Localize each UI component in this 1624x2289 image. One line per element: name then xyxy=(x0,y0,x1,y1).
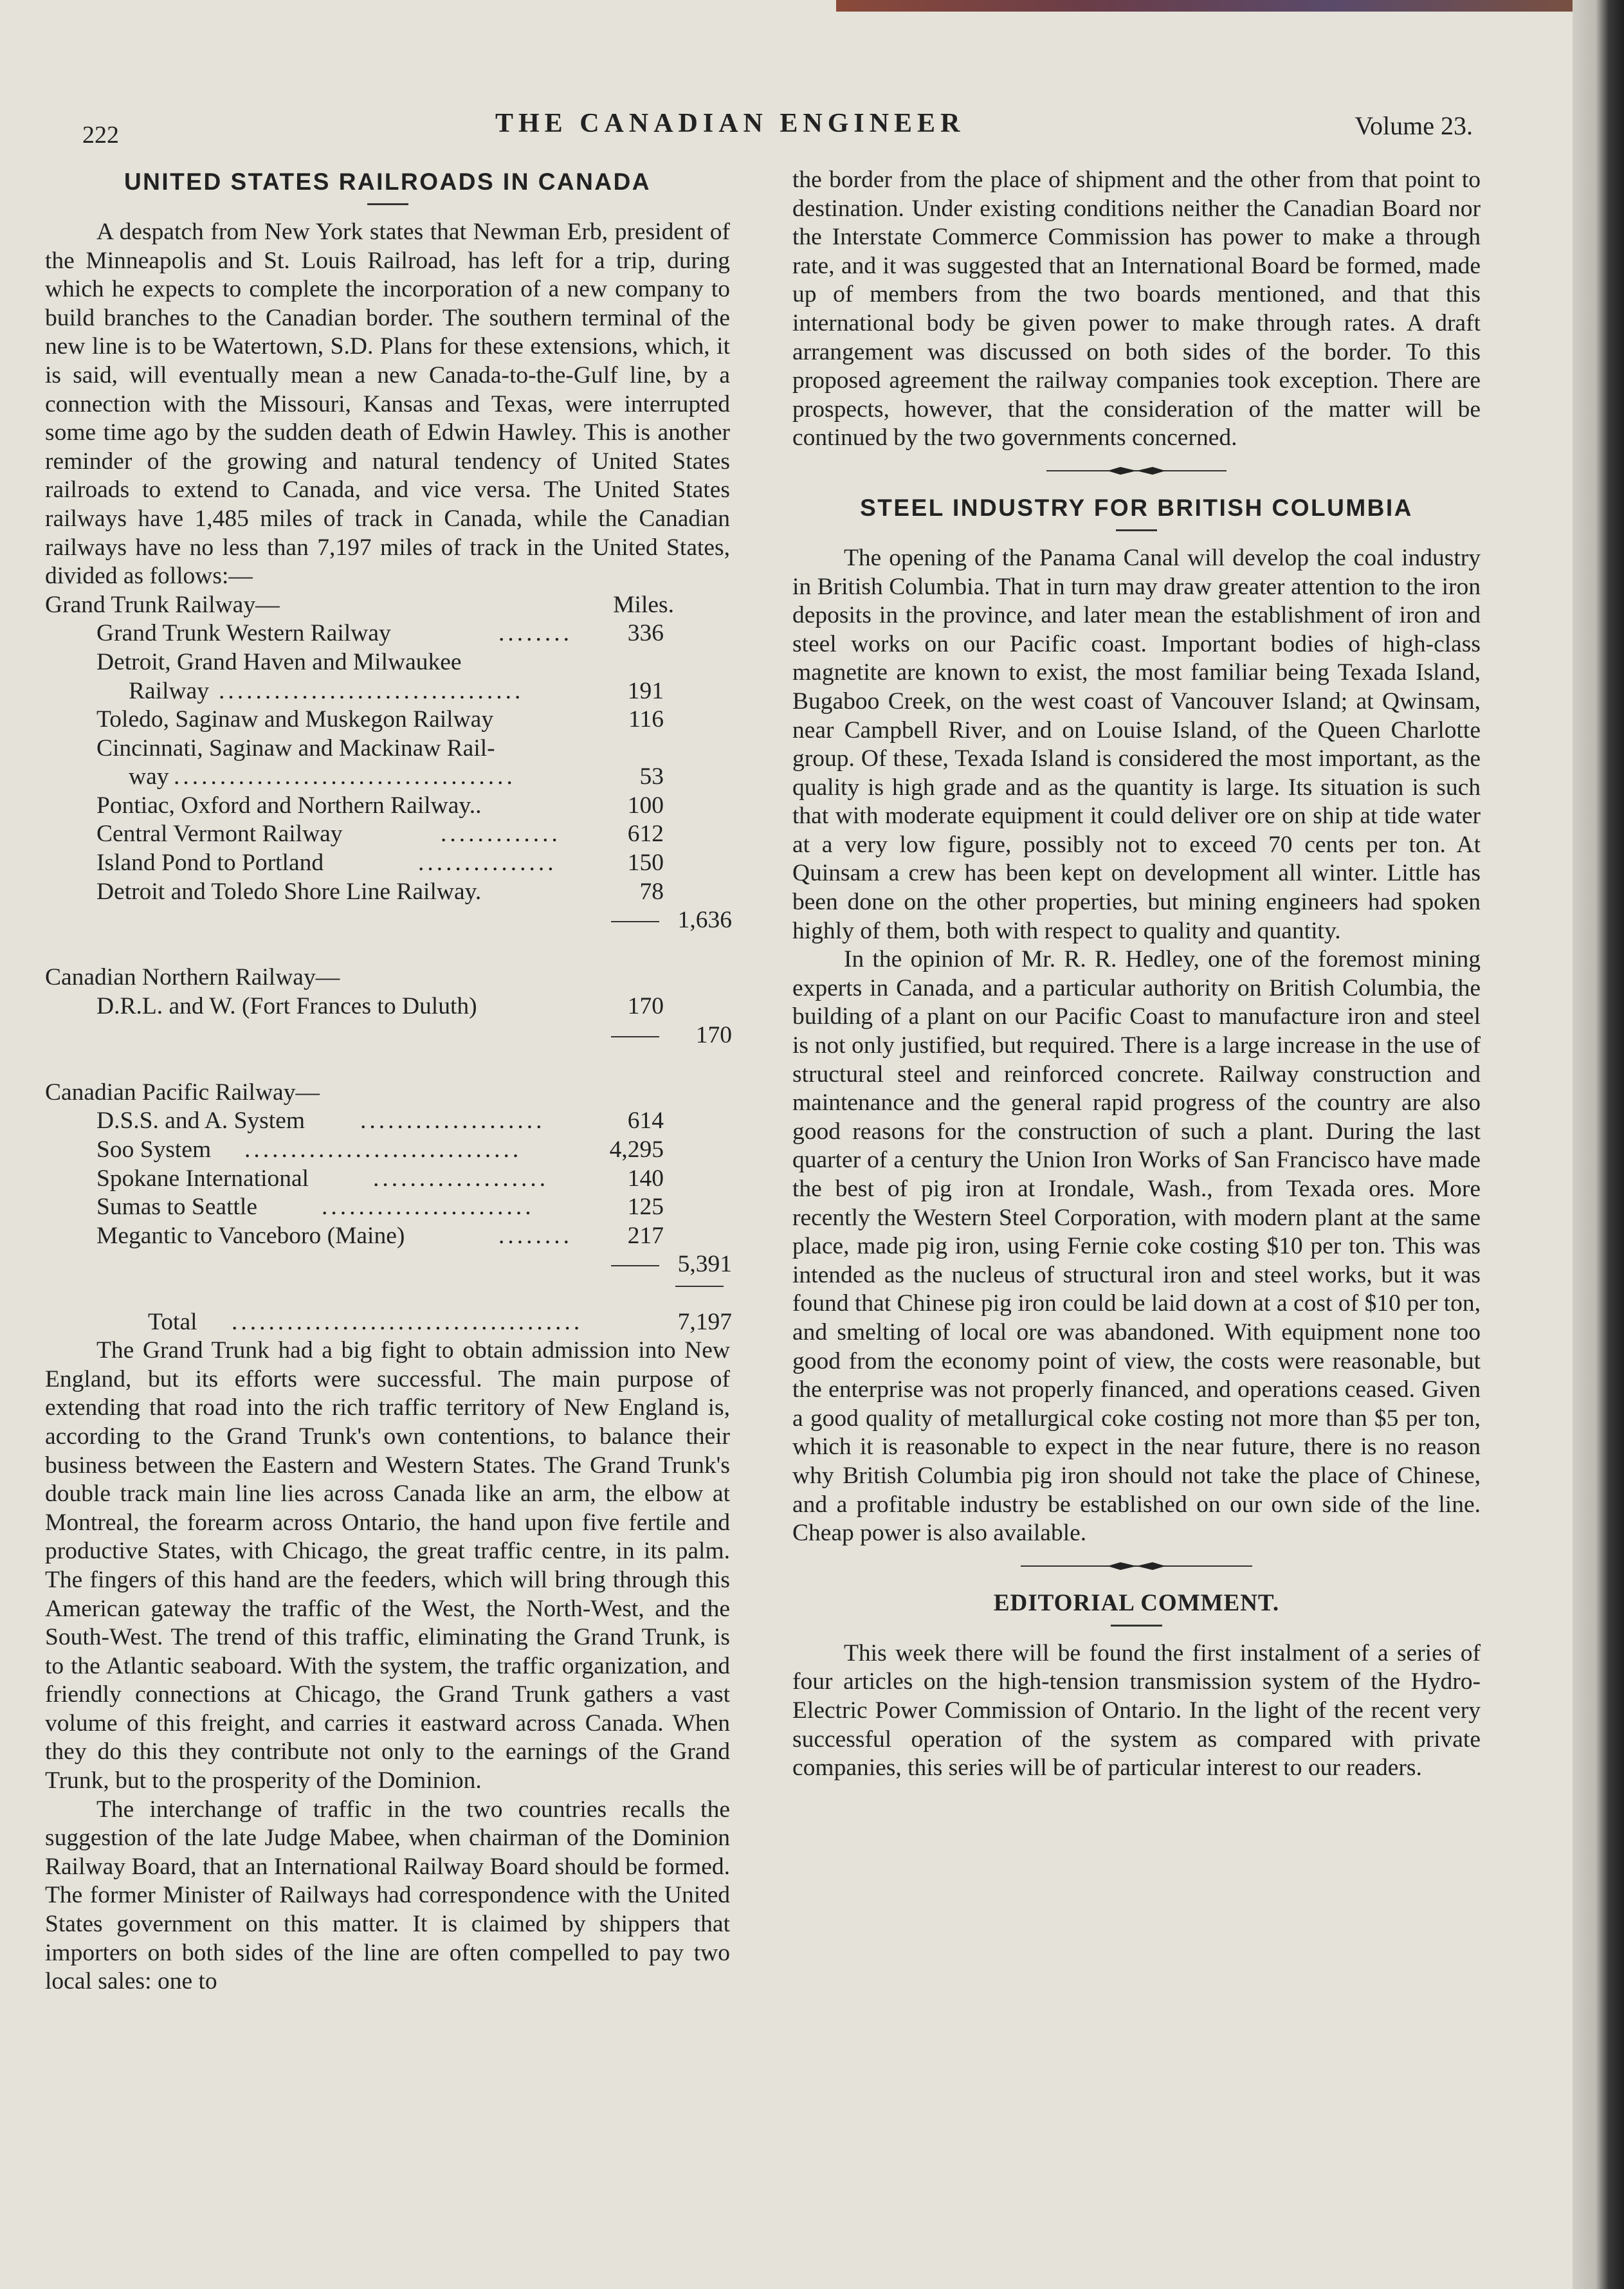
steel-industry-para-1: The opening of the Panama Canal will develop the coal industry in British Columbia. That in turn may draw greater attention to the iron deposits in the province, and later mean the establishment of iron and steel works on our Pacific coast. Important bodies of high-class magnetite are known to exist, the most familiar being Texada Island, Bugaboo Creek, on the west coast of Vancouver Island; at Qwinsam, near Campbell River, and on Louise Island, of the Queen Charlotte group. Of these, Texada Island is considered the most important, as the quality is high grade and as the quantity is large. Its situation is such that with moderate equipment it could deliver ore on ship at tide water at a very low figure, possibly not to exceed 70 cents per ton. At Quinsam a crew has been kept on development all winter. Little has been done on the other properties, but mining engineers had spoken highly of them, both with respect to quality and quantity. xyxy=(792,544,1481,944)
table-row xyxy=(45,878,730,907)
us-railroads-continued: the border from the place of shipment and the other from that point to destination. Under existing conditions neither the Canadian Board nor the Interstate Commerce Commission has power to make a through rate, and it was suggested that an International Board be formed, made up of members from the two boards mentioned, and that this international body be given power to make through rates. A draft arrangement was discussed on both sides of the border. To this proposed agreement the railway companies took exception. There are prospects, however, that the consideration of the matter will be continued by the two governments concerned. xyxy=(792,167,1481,451)
mileage-value: 170 xyxy=(627,993,664,1020)
leader-dots: .............................. xyxy=(244,1136,522,1163)
mileage-value: 116 xyxy=(628,706,664,733)
line-name: Central Vermont Railway xyxy=(96,821,343,848)
group-heading: Grand Trunk Railway— xyxy=(45,591,280,618)
table-row xyxy=(45,591,730,620)
total-label: Total xyxy=(148,1308,197,1335)
table-row xyxy=(45,734,730,763)
line-name: Detroit and Toledo Shore Line Railway. xyxy=(96,878,482,905)
line-name: Island Pond to Portland xyxy=(96,850,324,877)
subtotal-value: 1,636 xyxy=(677,907,732,934)
editorial-para-1: This week there will be found the first instalment of a series of four articles on the high-tension transmission system of the Hydro-Electric Power Commission of Ontario. In the light of the recent very successful operation of the system as compared with private companies, this series will be of particular interest to our readers. xyxy=(792,1639,1481,1782)
mileage-value: 78 xyxy=(639,878,664,905)
mileage-value: 191 xyxy=(627,677,664,704)
table-row xyxy=(45,792,730,821)
left-column xyxy=(45,166,730,1996)
line-name: Soo System xyxy=(96,1136,212,1163)
subtotal-row xyxy=(45,1021,730,1050)
subtotal-row xyxy=(45,1250,730,1279)
article-title-us-railroads: UNITED STATES RAILROADS IN CANADA xyxy=(123,169,652,195)
line-name: D.R.L. and W. (Fort Frances to Duluth) xyxy=(96,993,477,1020)
us-railroads-para-2: The Grand Trunk had a big fight to obtain admission into New England, but its efforts were successful. The main purpose of extending that road into the rich traffic territory of New England is, according to the Grand Trunk's own contentions, to balance their business between the Eastern and Western States. The Grand Trunk's double track main line lies across Canada like an arm, the elbow at Montreal, the forearm across Ontario, the hand upon five fertile and productive States, with Chicago, the great traffic centre, in its palm. The fingers of this hand are the feeders, which will bring through this American gateway the traffic of the West, the North-West, and the South-West. The trend of this traffic, eliminating the Grand Trunk, is to the Atlantic seaboard. With the system, the traffic organization, and friendly connections at Chicago, the Grand Trunk gathers a vast volume of this freight, and carries it eastward across Canada. When they do this they contribute not only to the earnings of the Grand Trunk, but to the prosperity of the Dominion. xyxy=(45,1337,730,1794)
subtotal-rule xyxy=(611,1036,659,1037)
total-separator xyxy=(45,1279,730,1308)
group-heading: Canadian Pacific Railway— xyxy=(45,1079,320,1106)
mileage-value: 614 xyxy=(627,1108,664,1135)
line-name: Cincinnati, Saginaw and Mackinaw Rail- xyxy=(96,734,495,761)
table-row xyxy=(45,849,730,878)
us-railroads-para-1: A despatch from New York states that Newman Erb, president of the Minneapolis and St. Louis Railroad, has left for a trip, during which he expects to complete the incorporation of a new company to build branches to the Canadian border. The southern terminal of the new line is to be Watertown, S.D. Plans for these extensions, which, it is said, will eventually mean a new Canada-to-the-Gulf line, by a connection with the Missouri, Kansas and Texas, were interrupted some time ago by the sudden death of Edwin Hawley. This is another reminder of the growing and natural tendency of United States railroads to extend to Canada, and vice versa. The United States railways have 1,485 miles of track in Canada, while the Canadian railways have no less than 7,197 miles of track in the United States, divided as follows:— xyxy=(45,219,730,590)
subtotal-row xyxy=(45,906,730,935)
line-name: Grand Trunk Western Railway xyxy=(96,620,391,647)
table-row xyxy=(45,677,730,706)
table-row xyxy=(45,1079,730,1108)
leader-dots: .................... xyxy=(360,1108,545,1135)
line-name: Pontiac, Oxford and Northern Railway.. xyxy=(96,792,482,819)
table-row xyxy=(45,820,730,849)
running-head xyxy=(77,108,1473,149)
leader-dots: ........ xyxy=(498,1222,572,1249)
us-railroads-para-3: The interchange of traffic in the two countries recalls the suggestion of the late Judge Mabee, when chairman of the Dominion Railway Board, that an International Railway Board should be formed. The former Minister of Railways had correspondence with the United States government on this matter. It is claimed by shippers that importers on both sides of the line are often compelled to pay two local sales: one to xyxy=(45,1796,730,1995)
table-row xyxy=(45,1136,730,1165)
leader-dots: ...................................... xyxy=(232,1308,583,1335)
mileage-value: 140 xyxy=(627,1165,664,1192)
line-name: D.S.S. and A. System xyxy=(96,1108,306,1135)
leader-dots: ..................................... xyxy=(174,763,516,790)
title-rule xyxy=(367,203,408,205)
line-name: Railway xyxy=(129,677,209,704)
mileage-value: 150 xyxy=(627,850,664,877)
subtotal-rule xyxy=(611,1265,659,1266)
table-row xyxy=(45,1193,730,1222)
table-row xyxy=(45,706,730,734)
binding-shadow xyxy=(1573,0,1624,2289)
mileage-value: 125 xyxy=(627,1194,664,1221)
journal-title: THE CANADIAN ENGINEER xyxy=(495,109,965,138)
mileage-value: 217 xyxy=(627,1222,664,1249)
table-row xyxy=(45,763,730,792)
mileage-value: 336 xyxy=(627,620,664,647)
article-title-editorial: EDITORIAL COMMENT. xyxy=(993,1589,1280,1616)
spacer xyxy=(45,1050,730,1079)
line-name: way xyxy=(129,763,169,790)
mileage-value: 53 xyxy=(639,763,664,790)
leader-dots: ............. xyxy=(441,821,561,848)
table-row xyxy=(45,1165,730,1194)
line-name: Toledo, Saginaw and Muskegon Railway xyxy=(96,706,494,733)
spacer xyxy=(45,935,730,964)
cover-edge-strip xyxy=(836,0,1582,12)
leader-dots: ........ xyxy=(498,620,572,647)
leader-dots: ....................... xyxy=(322,1194,534,1221)
total-value: 7,197 xyxy=(677,1308,732,1335)
article-title-steel-industry: STEEL INDUSTRY FOR BRITISH COLUMBIA xyxy=(860,494,1413,521)
section-ornament xyxy=(792,1560,1481,1576)
line-name: Spokane International xyxy=(96,1165,309,1192)
group-heading: Canadian Northern Railway— xyxy=(45,964,340,991)
mileage-value: 100 xyxy=(627,792,664,819)
line-name: Detroit, Grand Haven and Milwaukee xyxy=(96,648,462,675)
subtotal-value: 170 xyxy=(695,1021,732,1048)
table-row xyxy=(45,963,730,992)
title-rule xyxy=(1116,529,1157,531)
mileage-table xyxy=(45,591,730,1336)
table-row xyxy=(45,648,730,677)
subtotal-rule xyxy=(611,921,659,922)
leader-dots: ................... xyxy=(373,1165,549,1192)
mileage-value: 4,295 xyxy=(609,1136,664,1163)
total-row xyxy=(45,1308,730,1337)
line-name: Megantic to Vanceboro (Maine) xyxy=(96,1222,405,1249)
line-name: Sumas to Seattle xyxy=(96,1194,257,1221)
ornament-divider-icon xyxy=(1021,1560,1252,1573)
right-column xyxy=(792,166,1481,1783)
table-row xyxy=(45,992,730,1021)
leader-dots: ................................. xyxy=(219,677,524,704)
mileage-value: 612 xyxy=(627,821,664,848)
volume-label: Volume 23. xyxy=(1355,111,1473,140)
table-row xyxy=(45,1107,730,1136)
title-rule xyxy=(1111,1625,1162,1627)
miles-column-label: Miles. xyxy=(613,591,674,618)
subtotal-value: 5,391 xyxy=(677,1251,732,1278)
section-ornament xyxy=(792,464,1481,480)
total-rule xyxy=(675,1286,724,1287)
ornament-divider-icon xyxy=(1046,464,1227,477)
table-row xyxy=(45,1222,730,1251)
page-number: 222 xyxy=(82,122,119,149)
leader-dots: ............... xyxy=(418,850,557,877)
table-row xyxy=(45,619,730,648)
steel-industry-para-2: In the opinion of Mr. R. R. Hedley, one of the foremost mining experts in Canada, and a particular authority on British Columbia, the building of a plant on our Pacific Coast to manufacture iron and steel is not only justified, but required. There is a large increase in the use of structural steel and reinforced concrete. Railway construction and maintenance and the general rapid progress of the country are also good reasons for the construction of such a plant. During the last quarter of a century the Union Iron Works of San Francisco have made the best of pig iron at Irondale, Wash., from Texada ores. More recently the Western Steel Corporation, with modern plant at the same place, made pig iron, using Fernie coke costing $10 per ton. This was intended as the nucleus of structural iron and steel works, but it was found that Chinese pig iron could be laid down at a cost of $10 per ton, and smelting of local ore was abandoned. With equipment none too good from the economy point of view, the costs were reasonable, but the enterprise was not properly financed, and operations ceased. Given a good quality of metallurgical coke costing not more than $5 per ton, which it is reasonable to expect in the near future, there is no reason why British Columbia pig iron should not take the place of Chinese, and a profitable industry be established on our own side of the line. Cheap power is also available. xyxy=(792,946,1481,1547)
